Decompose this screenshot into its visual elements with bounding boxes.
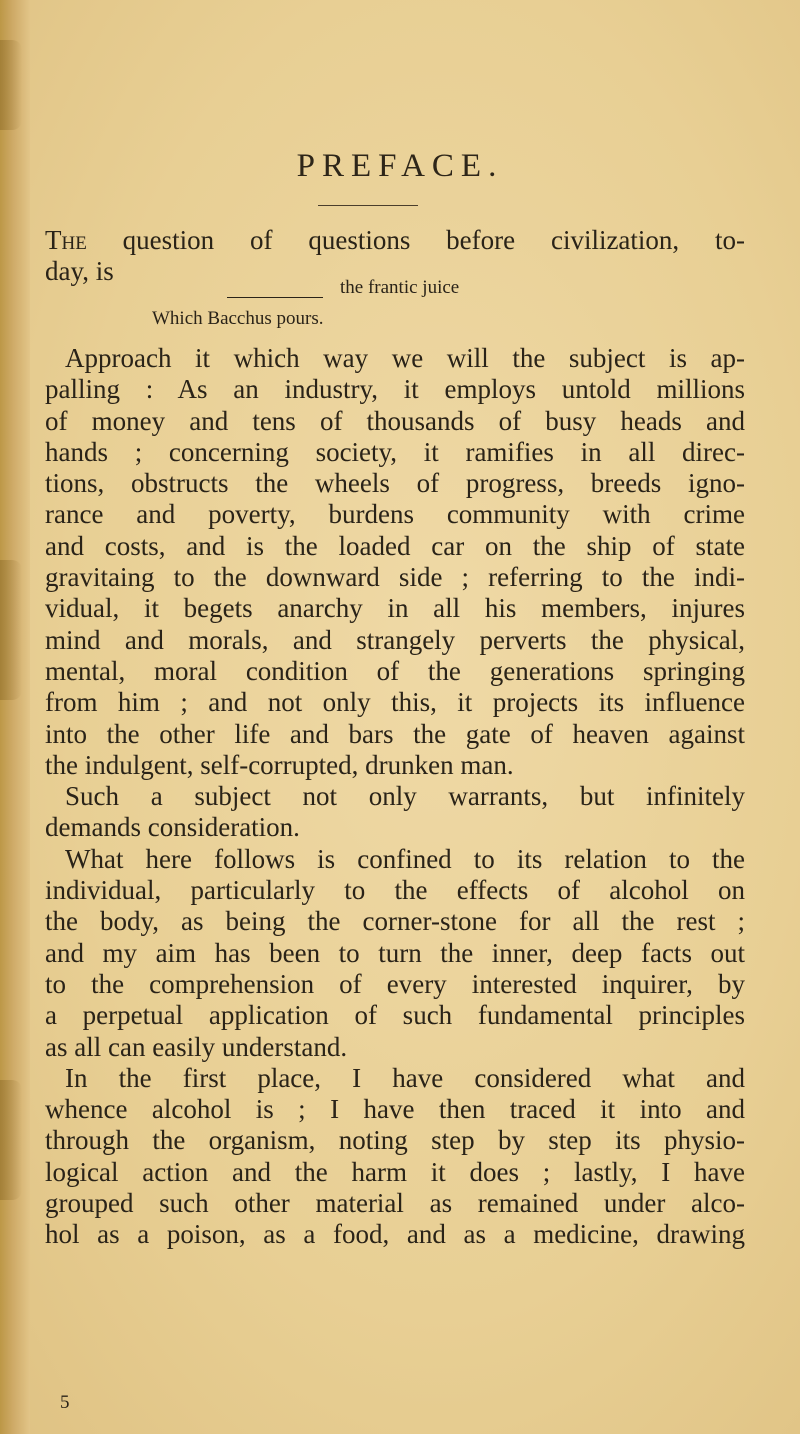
text-line: to the comprehension of every interested inquirer, by (45, 968, 745, 999)
text-line: Such a subject not only warrants, but infinitely (65, 781, 745, 812)
text-line: rance and poverty, burdens community with crime (45, 499, 745, 530)
text-line: individual, particularly to the effects of alcohol on (45, 875, 745, 906)
quote-line-2: Which Bacchus pours. (152, 308, 324, 329)
quote-dash (227, 297, 323, 298)
text-line: hol as a poison, as a food, and as a medicine, drawing (45, 1219, 745, 1250)
line-text: question of questions before civilization, to- (122, 225, 746, 255)
text-line: Approach it which way we will the subject is ap- (65, 343, 745, 373)
text-line: as all can easily understand. (45, 1031, 348, 1062)
text-line: logical action and the harm it does ; lastly, I have (45, 1156, 745, 1187)
text-line: What here follows is confined to its relation to the (65, 843, 745, 874)
text-line: mind and morals, and strangely perverts the physical, (45, 624, 745, 655)
spine-stain (0, 1080, 22, 1200)
text-line: palling : As an industry, it employs untold millions (45, 374, 745, 405)
spine-stain (0, 560, 22, 700)
text-line: whence alcohol is ; I have then traced it into and (45, 1094, 745, 1125)
text-line: from him ; and not only this, it projects its influence (45, 687, 745, 718)
text-line: gravitaing to the downward side ; referring to the indi- (45, 562, 745, 593)
text-line: through the organism, noting step by step its physio- (45, 1125, 745, 1156)
text-line: grouped such other material as remained under alco- (45, 1188, 745, 1219)
text-line: hands ; concerning society, it ramifies in all direc- (45, 436, 745, 467)
text-line: and costs, and is the loaded car on the ship of state (45, 530, 745, 561)
text-line (45, 225, 745, 256)
text-line: mental, moral condition of the generations springing (45, 655, 745, 686)
page-title: PREFACE. (296, 148, 504, 184)
text-line: the indulgent, self-corrupted, drunken man. (45, 749, 514, 780)
text-line: the body, as being the corner-stone for all the rest ; (45, 906, 745, 937)
book-spine-edge (0, 0, 30, 1434)
text-line: day, is (45, 256, 114, 287)
quote-text: the frantic juice (340, 277, 460, 298)
title-rule (318, 205, 418, 206)
text-line: a perpetual application of such fundamental principles (45, 1000, 745, 1031)
text-line: tions, obstructs the wheels of progress, breeds igno- (45, 468, 745, 499)
text-line: into the other life and bars the gate of heaven against (45, 718, 745, 749)
text-line: demands consideration. (45, 812, 300, 843)
text-line: vidual, it begets anarchy in all his members, injures (45, 593, 745, 624)
page-number: 5 (60, 1392, 70, 1413)
lead-small-caps: The (45, 225, 87, 255)
spine-stain (0, 40, 22, 130)
text-line: and my aim has been to turn the inner, deep facts out (45, 937, 745, 968)
text-line: of money and tens of thousands of busy heads and (45, 405, 745, 436)
body-text (45, 343, 745, 1251)
text-line: In the first place, I have considered what and (65, 1062, 745, 1093)
